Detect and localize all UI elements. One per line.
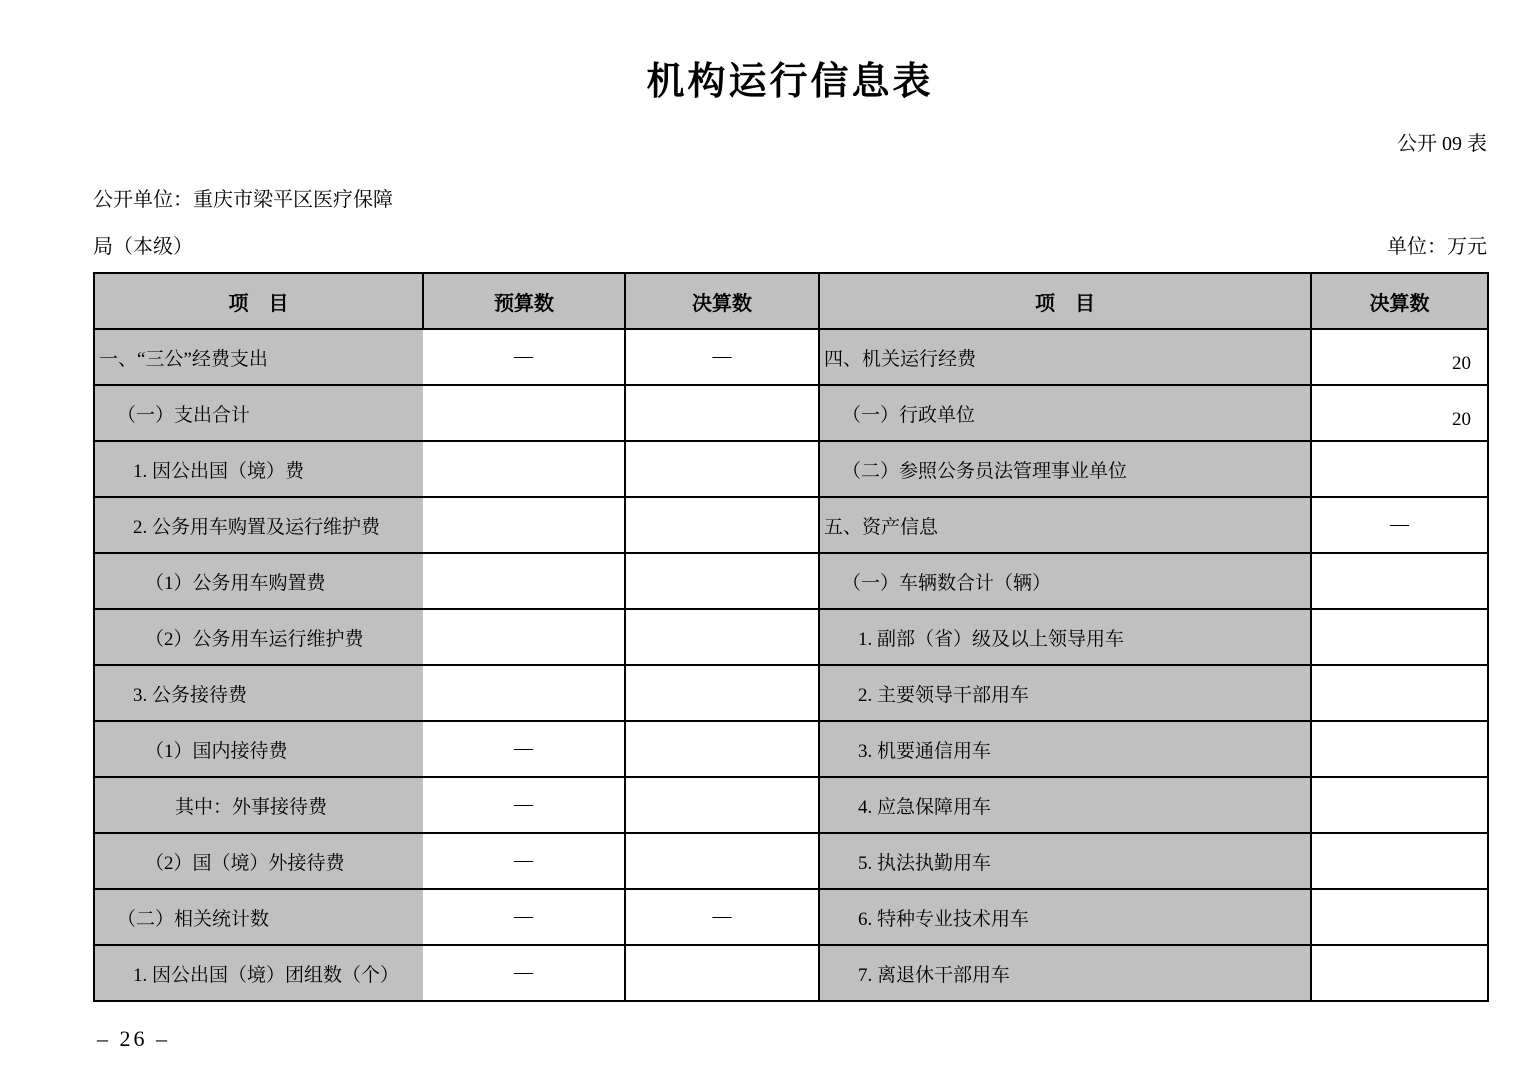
unit-row [93, 230, 1487, 259]
final-cell [625, 945, 819, 1001]
header-item-left: 项 目 [94, 273, 423, 329]
item-cell: （二）相关统计数 [94, 889, 423, 945]
item-cell: 其中：外事接待费 [94, 777, 423, 833]
final-cell [625, 833, 819, 889]
budget-cell [423, 665, 625, 721]
table-row [94, 665, 1488, 721]
final-cell [1311, 665, 1488, 721]
header-item-right: 项 目 [819, 273, 1311, 329]
item-cell: 3. 公务接待费 [94, 665, 423, 721]
table-row [94, 609, 1488, 665]
currency-unit-note: 单位：万元 [1387, 236, 1487, 258]
table-row [94, 777, 1488, 833]
budget-cell: — [423, 889, 625, 945]
table-row [94, 833, 1488, 889]
final-cell [625, 721, 819, 777]
page-title: 机构运行信息表 [646, 61, 934, 103]
budget-cell: — [423, 945, 625, 1001]
item-cell: 2. 公务用车购置及运行维护费 [94, 497, 423, 553]
final-cell: — [625, 329, 819, 385]
table-row [94, 497, 1488, 553]
budget-cell: — [423, 721, 625, 777]
item-cell: 一、“三公”经费支出 [94, 329, 423, 385]
budget-cell: — [423, 329, 625, 385]
table-header-row [94, 273, 1488, 329]
final-cell [1311, 777, 1488, 833]
budget-cell [423, 441, 625, 497]
final-cell [625, 609, 819, 665]
item-cell: （一）车辆数合计（辆） [819, 553, 1311, 609]
final-cell [625, 441, 819, 497]
item-cell: （1）国内接待费 [94, 721, 423, 777]
item-cell: 3. 机要通信用车 [819, 721, 1311, 777]
item-cell: （二）参照公务员法管理事业单位 [819, 441, 1311, 497]
final-cell [625, 553, 819, 609]
budget-cell [423, 497, 625, 553]
item-cell: （一）行政单位 [819, 385, 1311, 441]
table-row [94, 385, 1488, 441]
final-cell [625, 385, 819, 441]
final-cell [1311, 945, 1488, 1001]
header-final-left: 决算数 [625, 273, 819, 329]
table-row [94, 441, 1488, 497]
item-cell: 4. 应急保障用车 [819, 777, 1311, 833]
final-cell [1311, 889, 1488, 945]
final-cell [625, 777, 819, 833]
budget-cell: — [423, 833, 625, 889]
final-cell [1311, 609, 1488, 665]
budget-cell [423, 385, 625, 441]
final-cell [1311, 553, 1488, 609]
table-row [94, 889, 1488, 945]
item-cell: （2）国（境）外接待费 [94, 833, 423, 889]
item-cell: 2. 主要领导干部用车 [819, 665, 1311, 721]
item-cell: 6. 特种专业技术用车 [819, 889, 1311, 945]
final-cell [625, 497, 819, 553]
item-cell: （一）支出合计 [94, 385, 423, 441]
final-cell [1311, 441, 1488, 497]
final-cell [1311, 721, 1488, 777]
final-cell [1311, 833, 1488, 889]
item-cell: 四、机关运行经费 [819, 329, 1311, 385]
page-number: – 26 – [97, 1026, 170, 1051]
publishing-unit-line2: 局（本级） [93, 236, 193, 258]
item-cell: 5. 执法执勤用车 [819, 833, 1311, 889]
table-row [94, 721, 1488, 777]
institution-operation-table [93, 272, 1489, 1002]
item-cell: （2）公务用车运行维护费 [94, 609, 423, 665]
table-row [94, 553, 1488, 609]
table-row [94, 329, 1488, 385]
final-cell: — [1311, 497, 1488, 553]
publishing-unit-line1: 公开单位：重庆市梁平区医疗保障 [93, 189, 393, 211]
budget-cell [423, 609, 625, 665]
final-cell [625, 665, 819, 721]
item-cell: （1）公务用车购置费 [94, 553, 423, 609]
header-final-right: 决算数 [1311, 273, 1488, 329]
budget-cell: — [423, 777, 625, 833]
header-budget: 预算数 [423, 273, 625, 329]
final-cell: 20 [1311, 329, 1488, 385]
table-code: 公开 09 表 [1397, 133, 1487, 155]
item-cell: 1. 副部（省）级及以上领导用车 [819, 609, 1311, 665]
budget-cell [423, 553, 625, 609]
final-cell: — [625, 889, 819, 945]
item-cell: 1. 因公出国（境）费 [94, 441, 423, 497]
item-cell: 7. 离退休干部用车 [819, 945, 1311, 1001]
item-cell: 五、资产信息 [819, 497, 1311, 553]
table-row [94, 945, 1488, 1001]
final-cell: 20 [1311, 385, 1488, 441]
item-cell: 1. 因公出国（境）团组数（个） [94, 945, 423, 1001]
